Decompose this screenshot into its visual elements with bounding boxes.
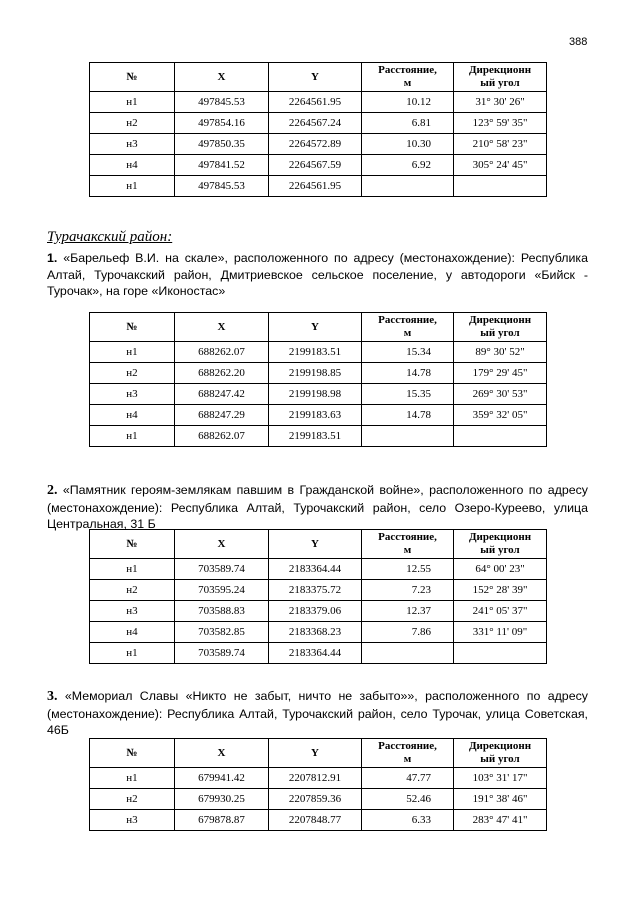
item-description [47, 688, 588, 739]
header-direction-angle: Дирекционн ый угол [454, 739, 547, 768]
table-body [90, 92, 547, 197]
cell-x: 497841.52 [175, 155, 269, 176]
table-body [90, 342, 547, 447]
table-header-row [90, 530, 547, 559]
cell-direction-angle [454, 643, 547, 664]
table-row [90, 580, 547, 601]
district-title: Турачакский район: [47, 229, 173, 245]
table-row [90, 643, 547, 664]
cell-y: 2183364.44 [269, 559, 362, 580]
header-number: № [90, 63, 175, 92]
coordinates-table [89, 62, 547, 197]
cell-x: 703589.74 [175, 559, 269, 580]
header-distance: Расстояние, м [362, 63, 454, 92]
cell-direction-angle [454, 426, 547, 447]
cell-distance: 14.78 [362, 405, 454, 426]
header-x: X [175, 63, 269, 92]
cell-direction-angle: 179° 29' 45" [454, 363, 547, 384]
cell-point: н3 [90, 134, 175, 155]
coordinates-table [89, 529, 547, 664]
cell-direction-angle: 103° 31' 17" [454, 768, 547, 789]
cell-y: 2183379.06 [269, 601, 362, 622]
header-y: Y [269, 63, 362, 92]
table-row [90, 426, 547, 447]
header-distance: Расстояние, м [362, 530, 454, 559]
cell-point: н3 [90, 601, 175, 622]
cell-y: 2264567.24 [269, 113, 362, 134]
cell-point: н2 [90, 580, 175, 601]
cell-distance [362, 176, 454, 197]
cell-distance: 7.23 [362, 580, 454, 601]
cell-y: 2207812.91 [269, 768, 362, 789]
header-number: № [90, 313, 175, 342]
header-x: X [175, 739, 269, 768]
cell-y: 2183364.44 [269, 643, 362, 664]
page-number: 388 [569, 36, 588, 48]
header-direction-angle: Дирекционн ый угол [454, 313, 547, 342]
cell-x: 688262.07 [175, 342, 269, 363]
cell-point: н1 [90, 92, 175, 113]
header-number: № [90, 530, 175, 559]
cell-direction-angle: 210° 58' 23" [454, 134, 547, 155]
cell-y: 2264567.59 [269, 155, 362, 176]
item-number: 2. [47, 483, 58, 498]
cell-y: 2199183.51 [269, 342, 362, 363]
cell-y: 2199183.51 [269, 426, 362, 447]
cell-x: 497845.53 [175, 92, 269, 113]
cell-distance: 12.37 [362, 601, 454, 622]
cell-x: 688247.42 [175, 384, 269, 405]
cell-point: н1 [90, 426, 175, 447]
table-row [90, 789, 547, 810]
cell-distance: 14.78 [362, 363, 454, 384]
cell-direction-angle: 305° 24' 45" [454, 155, 547, 176]
cell-distance: 12.55 [362, 559, 454, 580]
cell-direction-angle: 359° 32' 05" [454, 405, 547, 426]
cell-y: 2207859.36 [269, 789, 362, 810]
cell-point: н4 [90, 155, 175, 176]
table-row [90, 342, 547, 363]
table-row [90, 176, 547, 197]
cell-x: 497854.16 [175, 113, 269, 134]
cell-x: 688262.07 [175, 426, 269, 447]
cell-distance: 10.12 [362, 92, 454, 113]
cell-distance: 7.86 [362, 622, 454, 643]
table-row [90, 92, 547, 113]
cell-x: 703582.85 [175, 622, 269, 643]
cell-direction-angle: 64° 00' 23" [454, 559, 547, 580]
cell-y: 2199198.98 [269, 384, 362, 405]
item-number: 1. [47, 251, 58, 265]
table-row [90, 363, 547, 384]
header-x: X [175, 313, 269, 342]
cell-point: н3 [90, 384, 175, 405]
cell-direction-angle: 89° 30' 52" [454, 342, 547, 363]
cell-x: 497845.53 [175, 176, 269, 197]
cell-distance: 15.34 [362, 342, 454, 363]
header-distance: Расстояние, м [362, 739, 454, 768]
cell-distance [362, 643, 454, 664]
item-description [47, 482, 588, 533]
table-row [90, 134, 547, 155]
table-body [90, 559, 547, 664]
item-text: «Мемориал Славы «Никто не забыт, ничто не забыто»», расположенного по адресу (местонахождение): Республика Алтай, Турочакский район, село Турочак, улица Советская, 46Б [47, 689, 588, 737]
table-row [90, 113, 547, 134]
cell-point: н1 [90, 643, 175, 664]
table-row [90, 384, 547, 405]
cell-distance: 6.92 [362, 155, 454, 176]
coordinates-table [89, 738, 547, 831]
header-number: № [90, 739, 175, 768]
cell-x: 688262.20 [175, 363, 269, 384]
cell-distance: 6.81 [362, 113, 454, 134]
table-row [90, 559, 547, 580]
cell-direction-angle: 191° 38' 46" [454, 789, 547, 810]
coordinates-table [89, 312, 547, 447]
header-y: Y [269, 313, 362, 342]
cell-x: 679930.25 [175, 789, 269, 810]
cell-distance: 47.77 [362, 768, 454, 789]
cell-point: н4 [90, 622, 175, 643]
table-row [90, 622, 547, 643]
cell-distance [362, 426, 454, 447]
table-header-row [90, 63, 547, 92]
cell-distance: 10.30 [362, 134, 454, 155]
cell-x: 497850.35 [175, 134, 269, 155]
table-header-row [90, 313, 547, 342]
header-direction-angle: Дирекционн ый угол [454, 63, 547, 92]
cell-y: 2183368.23 [269, 622, 362, 643]
table-row [90, 601, 547, 622]
item-number: 3. [47, 689, 58, 704]
cell-y: 2264561.95 [269, 92, 362, 113]
cell-x: 703588.83 [175, 601, 269, 622]
table-header-row [90, 739, 547, 768]
cell-point: н4 [90, 405, 175, 426]
cell-point: н2 [90, 363, 175, 384]
cell-direction-angle: 241° 05' 37" [454, 601, 547, 622]
cell-direction-angle: 331° 11' 09" [454, 622, 547, 643]
table-row [90, 155, 547, 176]
cell-point: н2 [90, 113, 175, 134]
cell-point: н1 [90, 768, 175, 789]
header-x: X [175, 530, 269, 559]
cell-x: 703595.24 [175, 580, 269, 601]
table-row [90, 810, 547, 831]
item-text: «Барельеф В.И. на скале», расположенного по адресу (местонахождение): Республика Алтай, Турочакский район, Дмитриевское сельское поселение, у автодороги «Бийск - Турочак», на горе «Иконостас» [47, 251, 588, 298]
header-y: Y [269, 530, 362, 559]
cell-distance: 6.33 [362, 810, 454, 831]
header-direction-angle: Дирекционн ый угол [454, 530, 547, 559]
cell-direction-angle: 269° 30' 53" [454, 384, 547, 405]
cell-point: н1 [90, 176, 175, 197]
cell-x: 679941.42 [175, 768, 269, 789]
cell-y: 2199183.63 [269, 405, 362, 426]
item-description [47, 250, 588, 300]
cell-direction-angle [454, 176, 547, 197]
cell-direction-angle: 123° 59' 35" [454, 113, 547, 134]
cell-y: 2264561.95 [269, 176, 362, 197]
cell-y: 2199198.85 [269, 363, 362, 384]
header-distance: Расстояние, м [362, 313, 454, 342]
table-body [90, 768, 547, 831]
cell-x: 688247.29 [175, 405, 269, 426]
cell-y: 2183375.72 [269, 580, 362, 601]
cell-y: 2207848.77 [269, 810, 362, 831]
cell-direction-angle: 152° 28' 39" [454, 580, 547, 601]
cell-direction-angle: 283° 47' 41" [454, 810, 547, 831]
cell-x: 703589.74 [175, 643, 269, 664]
cell-point: н1 [90, 342, 175, 363]
cell-point: н1 [90, 559, 175, 580]
header-y: Y [269, 739, 362, 768]
cell-distance: 52.46 [362, 789, 454, 810]
item-text: «Памятник героям-землякам павшим в Гражданской войне», расположенного по адресу (местонахождение): Республика Алтай, Турочакский район, село Озеро-Куреево, улица Центральная, 31 Б [47, 483, 588, 531]
cell-direction-angle: 31° 30' 26" [454, 92, 547, 113]
cell-y: 2264572.89 [269, 134, 362, 155]
table-row [90, 405, 547, 426]
cell-distance: 15.35 [362, 384, 454, 405]
table-row [90, 768, 547, 789]
cell-point: н2 [90, 789, 175, 810]
cell-x: 679878.87 [175, 810, 269, 831]
cell-point: н3 [90, 810, 175, 831]
